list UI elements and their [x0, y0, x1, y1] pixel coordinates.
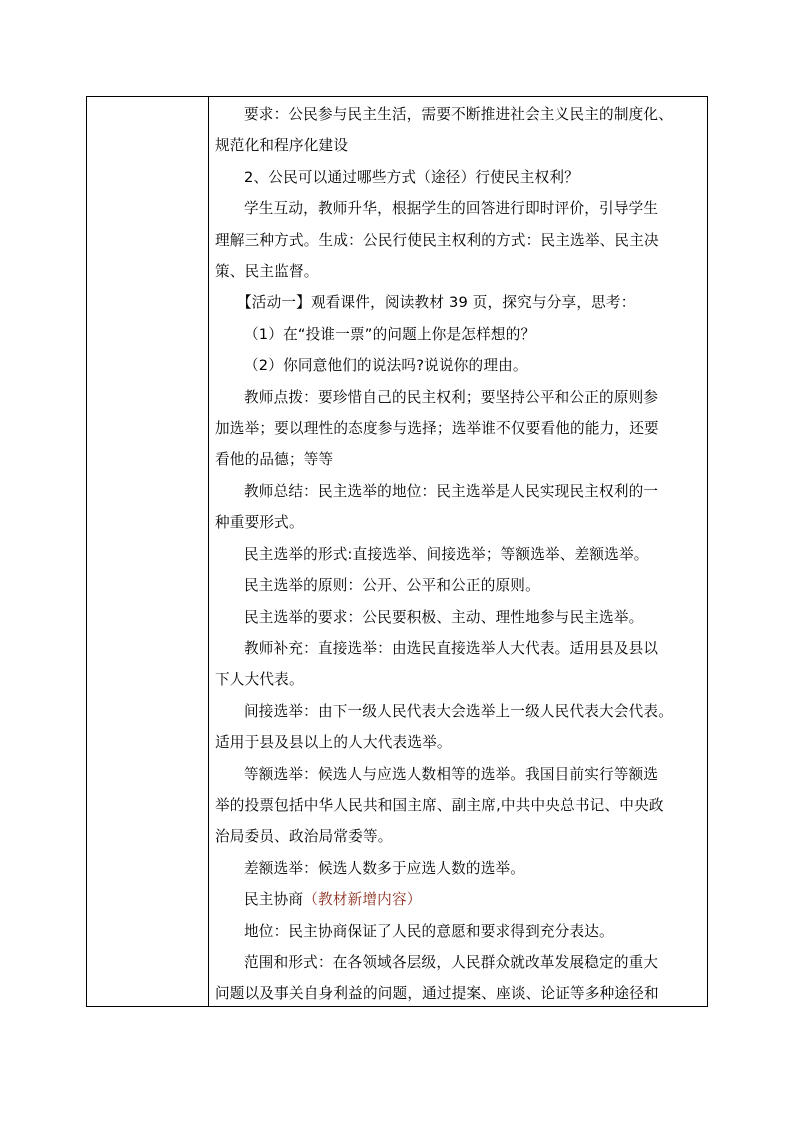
paragraph-line: 举的投票包括中华人民共和国主席、副主席,中共中央总书记、中央政 [215, 796, 664, 814]
paragraph-line: 差额选举：候选人数多于应选人数的选举。 [244, 859, 526, 877]
section-heading [215, 884, 703, 915]
lesson-table [86, 96, 708, 1007]
paragraph-line: 民主选举的要求：公民要积极、主动、理性地参与民主选举。 [244, 608, 644, 626]
activity-question: （2）你同意他们的说法吗?说说你的理由。 [244, 357, 528, 375]
lesson-content [215, 99, 703, 1010]
activity-question: （1）在“投谁一票”的问题上你是怎样想的？ [244, 325, 536, 343]
paragraph-line: 教师总结：民主选举的地位：民主选举是人民实现民主权利的一 [244, 482, 659, 500]
paragraph-line: 治局委员、政治局常委等。 [215, 828, 393, 846]
left-column-cell [87, 97, 208, 1006]
paragraph-line: 民主选举的原则：公开、公平和公正的原则。 [244, 577, 540, 595]
new-content-note: （教材新增内容） [303, 891, 422, 909]
paragraph-line: 规范化和程序化建设 [215, 137, 349, 155]
question-heading: 2、公民可以通过哪些方式（途径）行使民主权利？ [244, 168, 579, 186]
paragraph-line: 教师补充：直接选举：由选民直接选举人大代表。适用县及县以 [244, 639, 659, 657]
column-divider [208, 97, 209, 1006]
paragraph-line: 下人大代表。 [215, 671, 304, 689]
paragraph-line: 适用于县及县以上的人大代表选举。 [215, 734, 452, 752]
paragraph-line: 问题以及事关自身利益的问题，通过提案、座谈、论证等多种途径和 [215, 985, 659, 1003]
paragraph-line: 加选举；要以理性的态度参与选择；选举谁不仅要看他的能力，还要 [215, 420, 659, 438]
paragraph-line: 种重要形式。 [215, 514, 304, 532]
paragraph-line: 间接选举：由下一级人民代表大会选举上一级人民代表大会代表。 [244, 702, 674, 720]
paragraph-line: 策、民主监督。 [215, 263, 319, 281]
paragraph-line: 范围和形式：在各领域各层级，人民群众就改革发展稳定的重大 [244, 953, 659, 971]
paragraph-line: 教师点拨：要珍惜自己的民主权利；要坚持公平和公正的原则参 [244, 388, 659, 406]
activity-heading: 【活动一】观看课件，阅读教材 39 页，探究与分享，思考： [237, 294, 636, 312]
paragraph-line: 地位：民主协商保证了人民的意愿和要求得到充分表达。 [244, 922, 614, 940]
section-heading-text: 民主协商 [244, 891, 304, 909]
paragraph-line: 要求：公民参与民主生活，需要不断推进社会主义民主的制度化、 [244, 106, 674, 123]
paragraph-line: 等额选举：候选人与应选人数相等的选举。我国目前实行等额选 [244, 765, 659, 783]
paragraph-line: 看他的品德；等等 [215, 451, 334, 469]
paragraph-line: 理解三种方式。生成：公民行使民主权利的方式：民主选举、民主决 [215, 231, 659, 249]
paragraph-line: 学生互动，教师升华，根据学生的回答进行即时评价，引导学生 [244, 200, 659, 218]
paragraph-line: 民主选举的形式:直接选举、间接选举；等额选举、差额选举。 [244, 545, 649, 563]
